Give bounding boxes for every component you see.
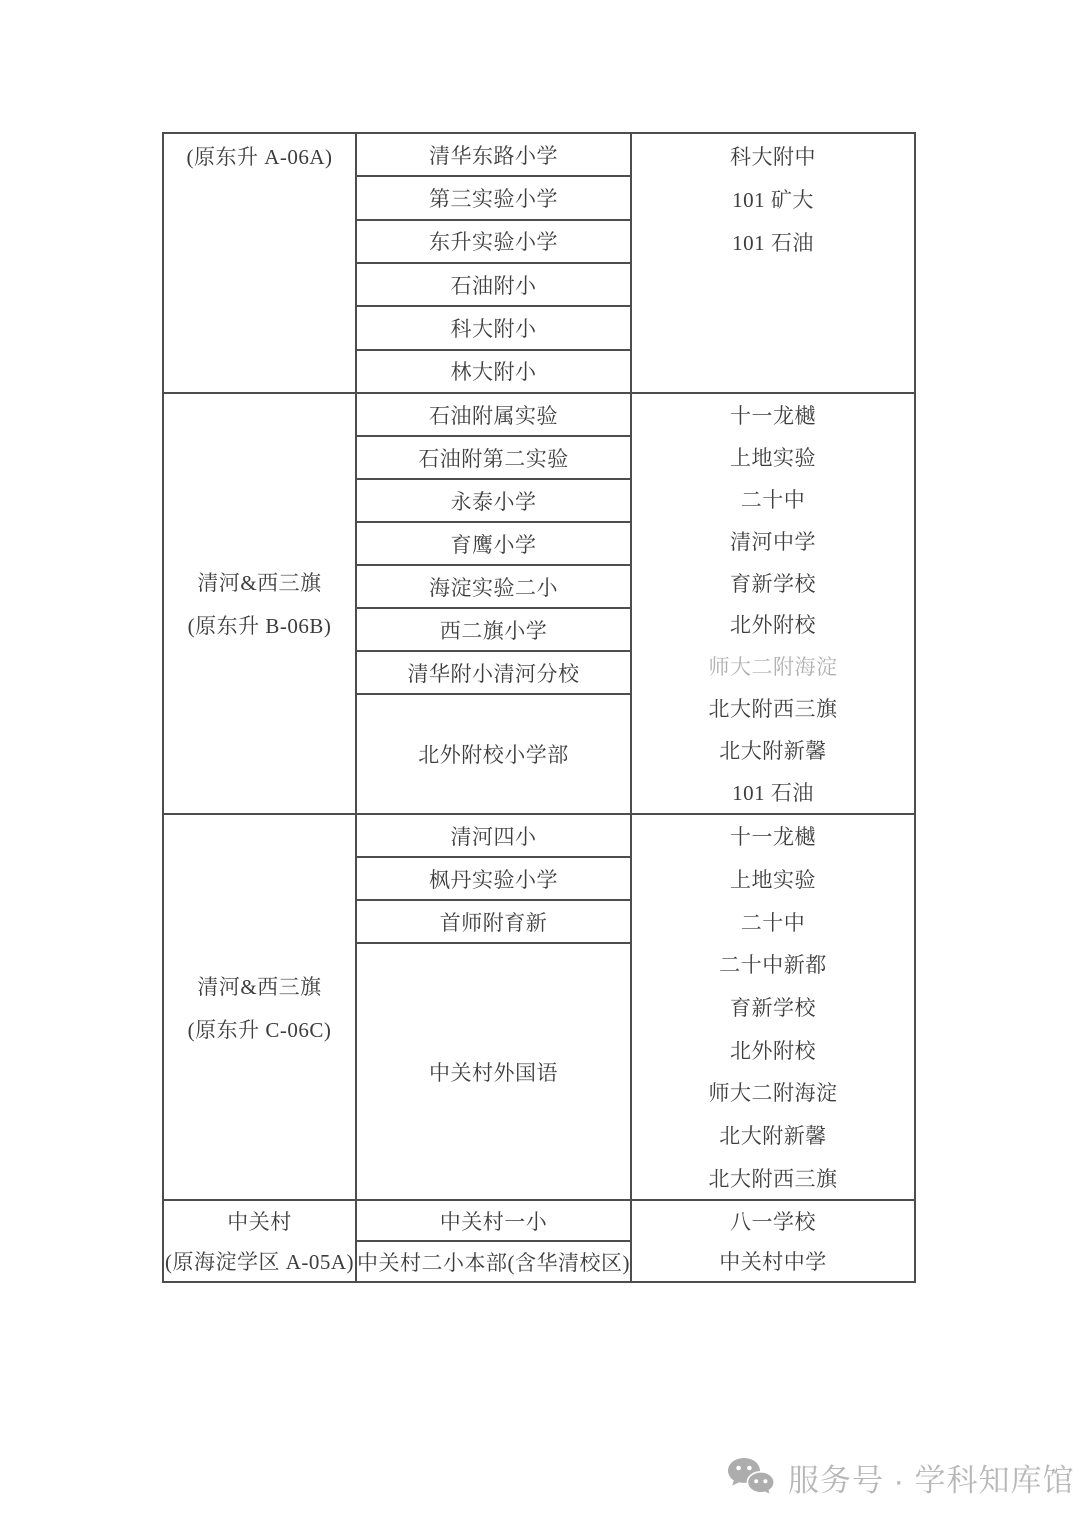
primary-school-name: 北外附校小学部 — [418, 743, 569, 767]
primary-school-name: 育鹰小学 — [357, 523, 630, 566]
primary-school-name: 东升实验小学 — [357, 221, 630, 264]
middle-school-name: 育新学校 — [730, 996, 816, 1021]
district-name: 中关村 — [227, 1210, 292, 1234]
middle-school-name: 上地实验 — [730, 445, 816, 470]
primary-school-name: 第三实验小学 — [357, 177, 630, 220]
primary-schools-column — [357, 1201, 632, 1281]
middle-school-name: 十一龙樾 — [730, 825, 816, 850]
middle-school-name: 上地实验 — [730, 868, 816, 892]
district-cell — [164, 815, 357, 1199]
middle-school-name: 育新学校 — [730, 571, 816, 596]
middle-school-name: 十一龙樾 — [730, 403, 816, 428]
primary-school-name: 清华东路小学 — [357, 134, 630, 177]
primary-school-name: 中关村二小本部(含华清校区) — [357, 1250, 630, 1275]
middle-school-name-muted: 师大二附海淀 — [708, 655, 838, 680]
primary-school-name: 石油附属实验 — [357, 394, 630, 437]
district-section-a06a — [164, 134, 914, 392]
middle-schools-column — [632, 1201, 914, 1281]
middle-school-name: 二十中 — [740, 910, 806, 935]
district-code: (原东升 C-06C) — [187, 1017, 332, 1042]
middle-school-name: 二十中新都 — [719, 953, 827, 978]
middle-school-name: 北外附校 — [730, 1038, 816, 1063]
primary-school-name: 清华附小清河分校 — [357, 652, 630, 695]
middle-school-name: 101 石油 — [732, 781, 814, 806]
district-cell — [164, 394, 357, 813]
primary-school-name: 林大附小 — [450, 360, 537, 385]
middle-schools-column — [632, 394, 914, 813]
primary-school-name: 中关村外国语 — [429, 1060, 558, 1085]
middle-school-name: 北外附校 — [730, 613, 816, 638]
wechat-icon — [727, 1457, 775, 1498]
middle-schools-column — [632, 134, 914, 392]
primary-school-name: 枫丹实验小学 — [357, 858, 630, 901]
district-name: 清河&西三旗 — [197, 571, 322, 595]
middle-school-name: 北大附西三旗 — [708, 1166, 838, 1191]
footer — [727, 1455, 1075, 1500]
primary-school-name: 海淀实验二小 — [357, 566, 630, 609]
middle-school-name: 中关村中学 — [719, 1250, 827, 1274]
primary-schools-column — [357, 134, 632, 392]
middle-school-name: 北大附新馨 — [719, 1124, 827, 1149]
middle-school-name: 101 矿大 — [732, 187, 814, 212]
district-name: (原东升 A-06A) — [186, 144, 333, 169]
middle-school-name: 二十中 — [740, 487, 806, 512]
primary-school-name: 中关村一小 — [357, 1201, 630, 1242]
middle-school-name: 师大二附海淀 — [708, 1081, 838, 1106]
primary-school-name: 科大附小 — [357, 307, 630, 350]
district-cell — [164, 1201, 357, 1281]
primary-schools-column — [357, 394, 632, 813]
primary-school-name: 首师附育新 — [357, 901, 630, 944]
middle-school-name: 北大附新馨 — [719, 739, 827, 764]
primary-school-name: 石油附小 — [357, 264, 630, 307]
school-district-table — [162, 132, 916, 1283]
middle-school-name: 北大附西三旗 — [708, 697, 838, 722]
footer-label: 服务号 · 学科知库馆 — [788, 1463, 1075, 1498]
middle-school-name: 101 石油 — [732, 230, 814, 255]
middle-schools-column — [632, 815, 914, 1199]
district-code: (原海淀学区 A-05A) — [164, 1250, 355, 1274]
middle-school-name: 清河中学 — [730, 529, 816, 554]
primary-schools-column — [357, 815, 632, 1199]
primary-school-name: 石油附第二实验 — [357, 437, 630, 480]
district-section-b06b — [164, 392, 914, 813]
primary-school-name: 永泰小学 — [357, 480, 630, 523]
district-name: 清河&西三旗 — [197, 974, 322, 999]
district-cell — [164, 134, 357, 392]
middle-school-name: 八一学校 — [730, 1210, 816, 1234]
middle-school-name: 科大附中 — [730, 144, 816, 169]
primary-school-name: 西二旗小学 — [357, 609, 630, 652]
district-code: (原东升 B-06B) — [187, 614, 332, 638]
primary-school-name: 清河四小 — [357, 815, 630, 858]
district-section-a05a — [164, 1199, 914, 1281]
district-section-c06c — [164, 813, 914, 1199]
